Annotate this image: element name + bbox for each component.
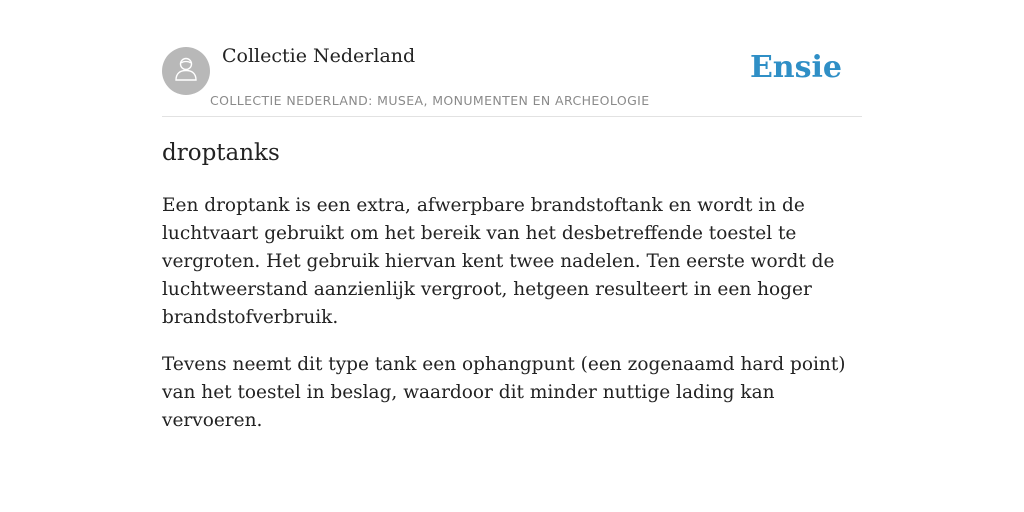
avatar[interactable]	[162, 47, 210, 95]
paragraph: Een droptank is een extra, afwerpbare brandstoftank en wordt in de luchtvaart gebruikt om het bereik van het desbetreffende toestel te vergroten. Het gebruik hiervan kent twee nadelen. Ten eerste wordt de luchtweerstand aanzienlijk vergroot, hetgeen resulteert in een hoger brandstofverbruik.	[162, 195, 835, 328]
brand-logo[interactable]: Ensie	[749, 50, 842, 85]
author-name[interactable]: Collectie Nederland	[222, 45, 416, 67]
paragraph: Tevens neemt dit type tank een ophangpunt (een zogenaamd hard point) van het toestel in beslag, waardoor dit minder nuttige lading kan vervoeren.	[162, 354, 846, 431]
user-icon	[171, 54, 201, 89]
article-body	[162, 192, 866, 454]
header	[162, 0, 862, 117]
author-subtitle: COLLECTIE NEDERLAND: MUSEA, MONUMENTEN EN ARCHEOLOGIE	[210, 93, 650, 108]
page-title: droptanks	[162, 140, 280, 166]
